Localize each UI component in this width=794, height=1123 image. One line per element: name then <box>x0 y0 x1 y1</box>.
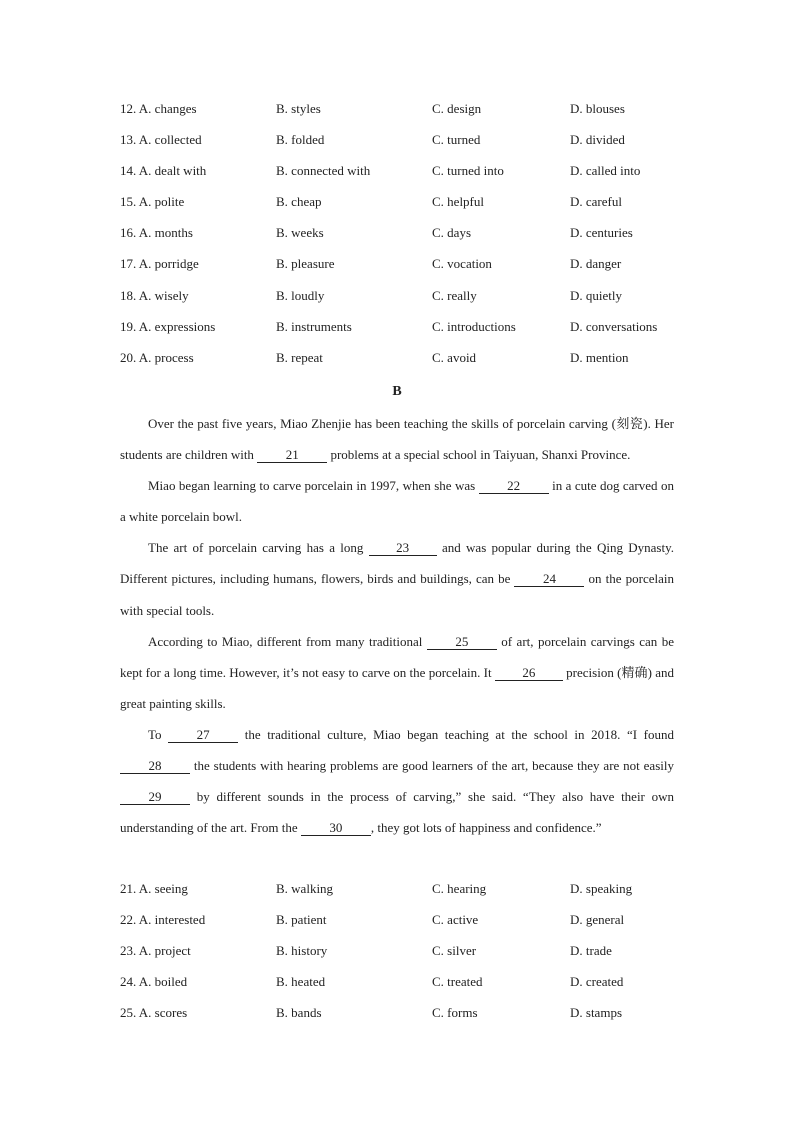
option-a: 17. A. porridge <box>120 256 199 272</box>
blank-23: 23 <box>369 541 437 556</box>
text: , they got lots of happiness and confidence.” <box>370 820 602 836</box>
option-b: B. cheap <box>276 194 322 210</box>
question-row-19 <box>120 315 700 346</box>
blank-30: 30 <box>301 821 371 836</box>
option-c: C. hearing <box>432 881 487 896</box>
option-d: D. conversations <box>570 318 658 334</box>
text: precision (精确) and great painting skills. <box>120 664 674 711</box>
option-b: B. history <box>276 943 328 959</box>
option-a: 15. A. polite <box>120 194 185 210</box>
question-row-25 <box>120 1001 700 1032</box>
blank-24: 24 <box>514 572 584 587</box>
text: According to Miao, different from many traditional <box>148 633 427 649</box>
option-a: 24. A. boiled <box>120 974 188 990</box>
blank-25: 25 <box>427 635 497 650</box>
option-b: B. patient <box>276 912 327 928</box>
option-a: 12. A. changes <box>120 101 197 116</box>
question-row-13 <box>120 128 700 159</box>
option-c: C. turned <box>432 132 481 148</box>
option-c: C. helpful <box>432 194 484 210</box>
paragraph-3 <box>120 532 674 625</box>
text: the students with hearing problems are good learners of the art, because they are not easily <box>190 758 674 774</box>
option-c: C. avoid <box>432 349 477 365</box>
option-a: 13. A. collected <box>120 132 202 148</box>
option-d: D. divided <box>570 132 625 148</box>
question-row-23 <box>120 939 700 970</box>
blank-26: 26 <box>495 666 563 681</box>
option-d: D. danger <box>570 256 622 272</box>
blank-28: 28 <box>120 759 190 774</box>
paragraph-1 <box>120 408 674 470</box>
option-c: C. introductions <box>432 318 516 334</box>
option-c: C. really <box>432 287 477 303</box>
text: the traditional culture, Miao began teaching at the school in 2018. “I found <box>238 726 674 742</box>
option-c: C. active <box>432 912 479 928</box>
text: in a cute dog carved on a white porcelain bowl. <box>120 478 674 525</box>
option-d: D. created <box>570 974 624 990</box>
text: Miao began learning to carve porcelain in 1997, when she was <box>148 478 479 494</box>
question-row-20 <box>120 346 700 377</box>
text: on the porcelain with special tools. <box>120 571 674 618</box>
option-c: C. turned into <box>432 163 504 179</box>
option-d: D. careful <box>570 194 622 210</box>
text: and was popular during the Qing Dynasty. Different pictures, including humans, flowers, birds and buildings, can be <box>120 540 674 587</box>
option-c: C. treated <box>432 974 483 990</box>
option-d: D. blouses <box>570 101 625 116</box>
blank-21: 21 <box>257 448 327 463</box>
question-row-18 <box>120 284 700 315</box>
option-b: B. heated <box>276 974 326 990</box>
reading-passage <box>120 408 674 843</box>
option-a: 14. A. dealt with <box>120 163 207 179</box>
question-row-24 <box>120 970 700 1001</box>
option-a: 20. A. process <box>120 349 194 365</box>
option-a: 16. A. months <box>120 225 193 241</box>
option-d: D. speaking <box>570 881 633 896</box>
option-d: D. centuries <box>570 225 633 241</box>
question-row-15 <box>120 190 700 221</box>
option-a: 21. A. seeing <box>120 881 188 896</box>
paragraph-5 <box>120 719 674 843</box>
option-d: D. called into <box>570 163 641 179</box>
option-c: C. silver <box>432 943 477 959</box>
blank-29: 29 <box>120 790 190 805</box>
option-d: D. quietly <box>570 287 622 303</box>
paragraph-2 <box>120 470 674 532</box>
option-b: B. walking <box>276 881 334 896</box>
text: problems at a special school in Taiyuan, Shanxi Province. <box>327 447 631 463</box>
question-row-21 <box>120 877 700 908</box>
option-d: D. mention <box>570 349 629 365</box>
option-b: B. repeat <box>276 349 323 365</box>
blank-22: 22 <box>479 479 549 494</box>
option-b: B. styles <box>276 101 321 116</box>
option-a: 23. A. project <box>120 943 191 959</box>
question-row-14 <box>120 159 700 190</box>
question-row-22 <box>120 908 700 939</box>
option-b: B. pleasure <box>276 256 335 272</box>
option-b: B. weeks <box>276 225 324 241</box>
question-row-12 <box>120 97 700 128</box>
option-c: C. design <box>432 101 482 116</box>
option-c: C. vocation <box>432 256 492 272</box>
blank-27: 27 <box>168 728 238 743</box>
option-b: B. instruments <box>276 318 352 334</box>
option-a: 18. A. wisely <box>120 287 189 303</box>
option-a: 25. A. scores <box>120 1005 188 1021</box>
question-row-17 <box>120 252 700 283</box>
text: To <box>148 726 169 742</box>
option-d: D. stamps <box>570 1005 622 1021</box>
text: The art of porcelain carving has a long <box>148 540 369 556</box>
section-heading: B <box>392 384 402 399</box>
options-list-12-20 <box>120 97 700 377</box>
option-c: C. forms <box>432 1005 478 1021</box>
option-a: 22. A. interested <box>120 912 206 928</box>
options-list-21-25 <box>120 877 700 1032</box>
text: by different sounds in the process of carving,” she said. “They also have their own understanding of the art. From the <box>120 789 674 836</box>
option-b: B. folded <box>276 132 325 148</box>
option-c: C. days <box>432 225 471 241</box>
text: Over the past five years, Miao Zhenjie has been teaching the skills of porcelain carving (刻瓷). Her students are children with <box>120 416 674 463</box>
paragraph-4 <box>120 626 674 719</box>
question-row-16 <box>120 221 700 252</box>
option-b: B. loudly <box>276 287 325 303</box>
option-b: B. connected with <box>276 163 371 179</box>
option-d: D. general <box>570 912 625 928</box>
option-a: 19. A. expressions <box>120 318 216 334</box>
option-d: D. trade <box>570 943 612 959</box>
option-b: B. bands <box>276 1005 322 1021</box>
text: of art, porcelain carvings can be kept for a long time. However, it’s not easy to carve on the porcelain. It <box>120 633 674 680</box>
